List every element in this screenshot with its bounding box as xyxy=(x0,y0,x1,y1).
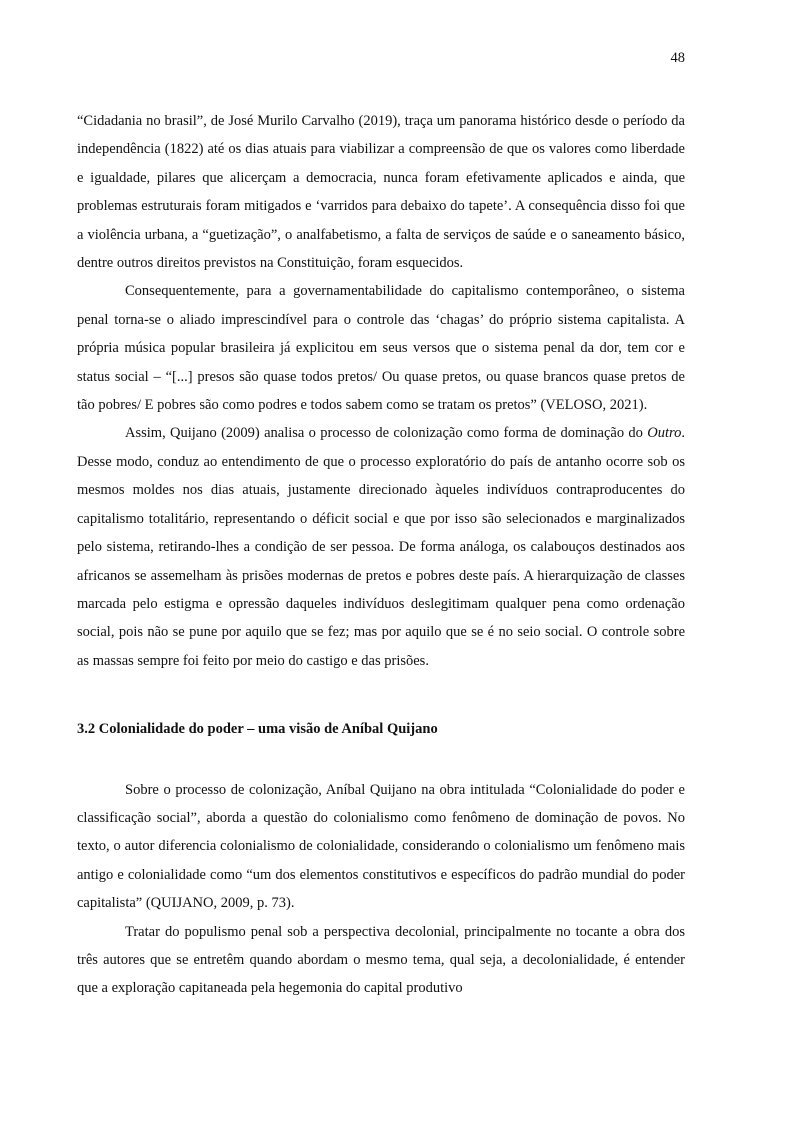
paragraph-quijano-rest: . Desse modo, conduz ao entendimento de que o processo exploratório do país de antanho ocorre sob os mesmos moldes nos dias atuais, justamente direcionado àqueles indivíduos contraproducentes do capitalismo totalitário, representando o déficit social e que por isso são selecionados e marginalizados pelo sistema, retirando-lhes a condição de ser pessoa. De forma análoga, os calabouços destinados aos africanos se assemelham às prisões modernas de pretos e pobres deste país. A hierarquização de classes marcada pelo estigma e opressão daqueles indivíduos deslegitimam qualquer pena como ordenação social, pois não se pune por aquilo que se fez; mas por aquilo que se é no seio social. O controle sobre as massas sempre foi feito por meio do castigo e das prisões. xyxy=(77,425,685,669)
section-heading: 3.2 Colonialidade do poder – uma visão de Aníbal Quijano xyxy=(77,721,438,738)
document-body xyxy=(77,107,685,1003)
paragraph-quijano-intro: Assim, Quijano (2009) analisa o processo de colonização como forma de dominação do xyxy=(125,425,648,442)
paragraph-sistema-penal: Consequentemente, para a governamentabilidade do capitalismo contemporâneo, o sistema penal torna-se o aliado imprescindível para o controle das ‘chagas’ do próprio sistema capitalista. A própria música popular brasileira já explicitou em seus versos que o sistema penal da dor, tem cor e status social – “[...] presos são quase todos pretos/ Ou quase pretos, ou quase brancos quase pretos de tão pobres/ E pobres são como podres e todos sabem como se tratam os pretos” (VELOSO, 2021). xyxy=(77,283,685,414)
paragraph-quijano-colonizacao xyxy=(77,419,685,675)
page-number: 48 xyxy=(670,50,685,66)
paragraph-colonialidade-poder: Sobre o processo de colonização, Aníbal Quijano na obra intitulada “Colonialidade do poder e classificação social”, aborda a questão do colonialismo como fenômeno de dominação de povos. No texto, o autor diferencia colonialismo de colonialidade, considerando o colonialismo um fenômeno mais antigo e colonialidade como “um dos elementos constitutivos e específicos do padrão mundial do poder capitalista” (QUIJANO, 2009, p. 73). xyxy=(77,781,685,912)
paragraph-cidadania: “Cidadania no brasil”, de José Murilo Carvalho (2019), traça um panorama histórico desde o período da independência (1822) até os dias atuais para viabilizar a compreensão de que os valores como liberdade e igualdade, pilares que alicerçam a democracia, nunca foram efetivamente aplicados e ainda, que problemas estruturais foram mitigados e ‘varridos para debaixo do tapete’. A consequência disso foi que a violência urbana, a “guetização”, o analfabetismo, a falta de serviços de saúde e o saneamento básico, dentre outros direitos previstos na Constituição, foram esquecidos. xyxy=(77,113,685,272)
paragraph-quijano-italic-term: Outro xyxy=(647,425,682,442)
paragraph-populismo-penal: Tratar do populismo penal sob a perspectiva decolonial, principalmente no tocante a obra dos três autores que se entretêm quando abordam o mesmo tema, qual seja, a decolonialidade, é entender que a exploração capitaneada pela hegemonia do capital produtivo xyxy=(77,923,685,997)
